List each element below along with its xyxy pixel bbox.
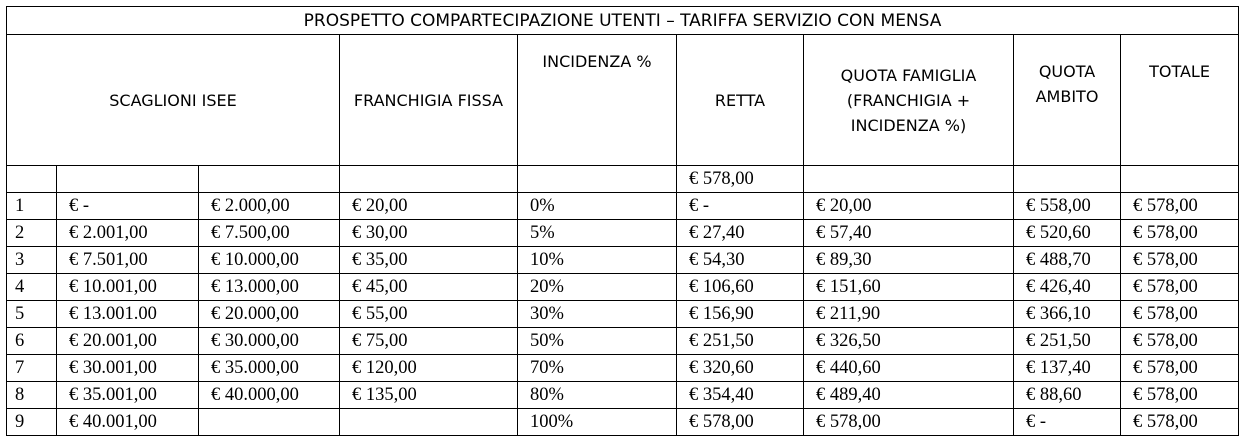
franchigia-fissa-cell: € 35,00 — [340, 247, 518, 274]
totale-cell: € 578,00 — [1121, 409, 1239, 436]
row-number-cell: 6 — [7, 328, 57, 355]
row-number-cell: 5 — [7, 301, 57, 328]
totale-cell: € 578,00 — [1121, 247, 1239, 274]
header-scaglioni-isee: SCAGLIONI ISEE — [7, 35, 340, 166]
totale-cell: € 578,00 — [1121, 220, 1239, 247]
row-number-cell: 4 — [7, 274, 57, 301]
table-title: PROSPETTO COMPARTECIPAZIONE UTENTI – TARIFFA SERVIZIO CON MENSA — [7, 7, 1239, 35]
isee-from-cell: € 7.501,00 — [57, 247, 199, 274]
table-row — [7, 355, 1239, 382]
blank-cell — [340, 166, 518, 193]
isee-from-cell: € 10.001,00 — [57, 274, 199, 301]
isee-from-cell: € 35.001,00 — [57, 382, 199, 409]
quota-famiglia-cell: € 151,60 — [804, 274, 1014, 301]
table-row — [7, 193, 1239, 220]
quota-famiglia-cell: € 211,90 — [804, 301, 1014, 328]
header-totale: TOTALE — [1121, 35, 1239, 166]
franchigia-fissa-cell: € 20,00 — [340, 193, 518, 220]
retta-cell: € 320,60 — [677, 355, 804, 382]
row-number-cell: 9 — [7, 409, 57, 436]
header-franchigia-fissa: FRANCHIGIA FISSA — [340, 35, 518, 166]
isee-to-cell: € 35.000,00 — [199, 355, 340, 382]
isee-from-cell: € 2.001,00 — [57, 220, 199, 247]
isee-from-cell: € 40.001,00 — [57, 409, 199, 436]
incidenza-cell: 80% — [518, 382, 677, 409]
retta-base-value: € 578,00 — [677, 166, 804, 193]
isee-to-cell: € 20.000,00 — [199, 301, 340, 328]
quota-ambito-cell: € 88,60 — [1014, 382, 1121, 409]
blank-cell — [57, 166, 199, 193]
totale-cell: € 578,00 — [1121, 274, 1239, 301]
retta-cell: € 251,50 — [677, 328, 804, 355]
isee-from-cell: € 30.001,00 — [57, 355, 199, 382]
table-row — [7, 409, 1239, 436]
quota-famiglia-cell: € 57,40 — [804, 220, 1014, 247]
retta-cell: € 106,60 — [677, 274, 804, 301]
incidenza-cell: 5% — [518, 220, 677, 247]
retta-cell: € 354,40 — [677, 382, 804, 409]
franchigia-fissa-cell: € 30,00 — [340, 220, 518, 247]
quota-famiglia-cell: € 440,60 — [804, 355, 1014, 382]
quota-ambito-cell: € 366,10 — [1014, 301, 1121, 328]
table-row — [7, 247, 1239, 274]
isee-to-cell: € 40.000,00 — [199, 382, 340, 409]
isee-to-cell — [199, 409, 340, 436]
franchigia-fissa-cell: € 120,00 — [340, 355, 518, 382]
quota-famiglia-cell: € 326,50 — [804, 328, 1014, 355]
quota-ambito-cell: € 137,40 — [1014, 355, 1121, 382]
retta-cell: € 54,30 — [677, 247, 804, 274]
quota-ambito-cell: € 558,00 — [1014, 193, 1121, 220]
quota-ambito-cell: € 488,70 — [1014, 247, 1121, 274]
table-row — [7, 301, 1239, 328]
table-row — [7, 328, 1239, 355]
tariff-table — [6, 6, 1239, 436]
franchigia-fissa-cell: € 45,00 — [340, 274, 518, 301]
isee-from-cell: € 13.001.00 — [57, 301, 199, 328]
table-row — [7, 220, 1239, 247]
franchigia-fissa-cell: € 75,00 — [340, 328, 518, 355]
totale-cell: € 578,00 — [1121, 193, 1239, 220]
row-number-cell: 7 — [7, 355, 57, 382]
row-number-cell: 1 — [7, 193, 57, 220]
totale-cell: € 578,00 — [1121, 355, 1239, 382]
retta-cell: € 27,40 — [677, 220, 804, 247]
retta-cell: € 156,90 — [677, 301, 804, 328]
quota-famiglia-cell: € 20,00 — [804, 193, 1014, 220]
quota-famiglia-cell: € 89,30 — [804, 247, 1014, 274]
blank-cell — [1121, 166, 1239, 193]
isee-to-cell: € 2.000,00 — [199, 193, 340, 220]
isee-to-cell: € 13.000,00 — [199, 274, 340, 301]
retta-cell: € - — [677, 193, 804, 220]
quota-famiglia-cell: € 578,00 — [804, 409, 1014, 436]
totale-cell: € 578,00 — [1121, 328, 1239, 355]
table-row — [7, 274, 1239, 301]
franchigia-fissa-cell: € 55,00 — [340, 301, 518, 328]
isee-from-cell: € 20.001,00 — [57, 328, 199, 355]
quota-famiglia-cell: € 489,40 — [804, 382, 1014, 409]
incidenza-cell: 70% — [518, 355, 677, 382]
blank-cell — [518, 166, 677, 193]
blank-cell — [804, 166, 1014, 193]
blank-cell — [7, 166, 57, 193]
franchigia-fissa-cell — [340, 409, 518, 436]
incidenza-cell: 100% — [518, 409, 677, 436]
incidenza-cell: 30% — [518, 301, 677, 328]
header-quota-famiglia: QUOTA FAMIGLIA (FRANCHIGIA + INCIDENZA %) — [804, 35, 1014, 166]
header-quota-ambito: QUOTA AMBITO — [1014, 35, 1121, 166]
incidenza-cell: 20% — [518, 274, 677, 301]
retta-cell: € 578,00 — [677, 409, 804, 436]
isee-to-cell: € 30.000,00 — [199, 328, 340, 355]
totale-cell: € 578,00 — [1121, 301, 1239, 328]
totale-cell: € 578,00 — [1121, 382, 1239, 409]
header-incidenza: INCIDENZA % — [518, 35, 677, 166]
incidenza-cell: 50% — [518, 328, 677, 355]
isee-from-cell: € - — [57, 193, 199, 220]
incidenza-cell: 0% — [518, 193, 677, 220]
row-number-cell: 8 — [7, 382, 57, 409]
quota-ambito-cell: € 520,60 — [1014, 220, 1121, 247]
blank-cell — [199, 166, 340, 193]
franchigia-fissa-cell: € 135,00 — [340, 382, 518, 409]
header-retta: RETTA — [677, 35, 804, 166]
table-row — [7, 382, 1239, 409]
retta-base-row — [7, 166, 1239, 193]
blank-cell — [1014, 166, 1121, 193]
isee-to-cell: € 7.500,00 — [199, 220, 340, 247]
incidenza-cell: 10% — [518, 247, 677, 274]
row-number-cell: 2 — [7, 220, 57, 247]
row-number-cell: 3 — [7, 247, 57, 274]
quota-ambito-cell: € 251,50 — [1014, 328, 1121, 355]
isee-to-cell: € 10.000,00 — [199, 247, 340, 274]
quota-ambito-cell: € - — [1014, 409, 1121, 436]
quota-ambito-cell: € 426,40 — [1014, 274, 1121, 301]
